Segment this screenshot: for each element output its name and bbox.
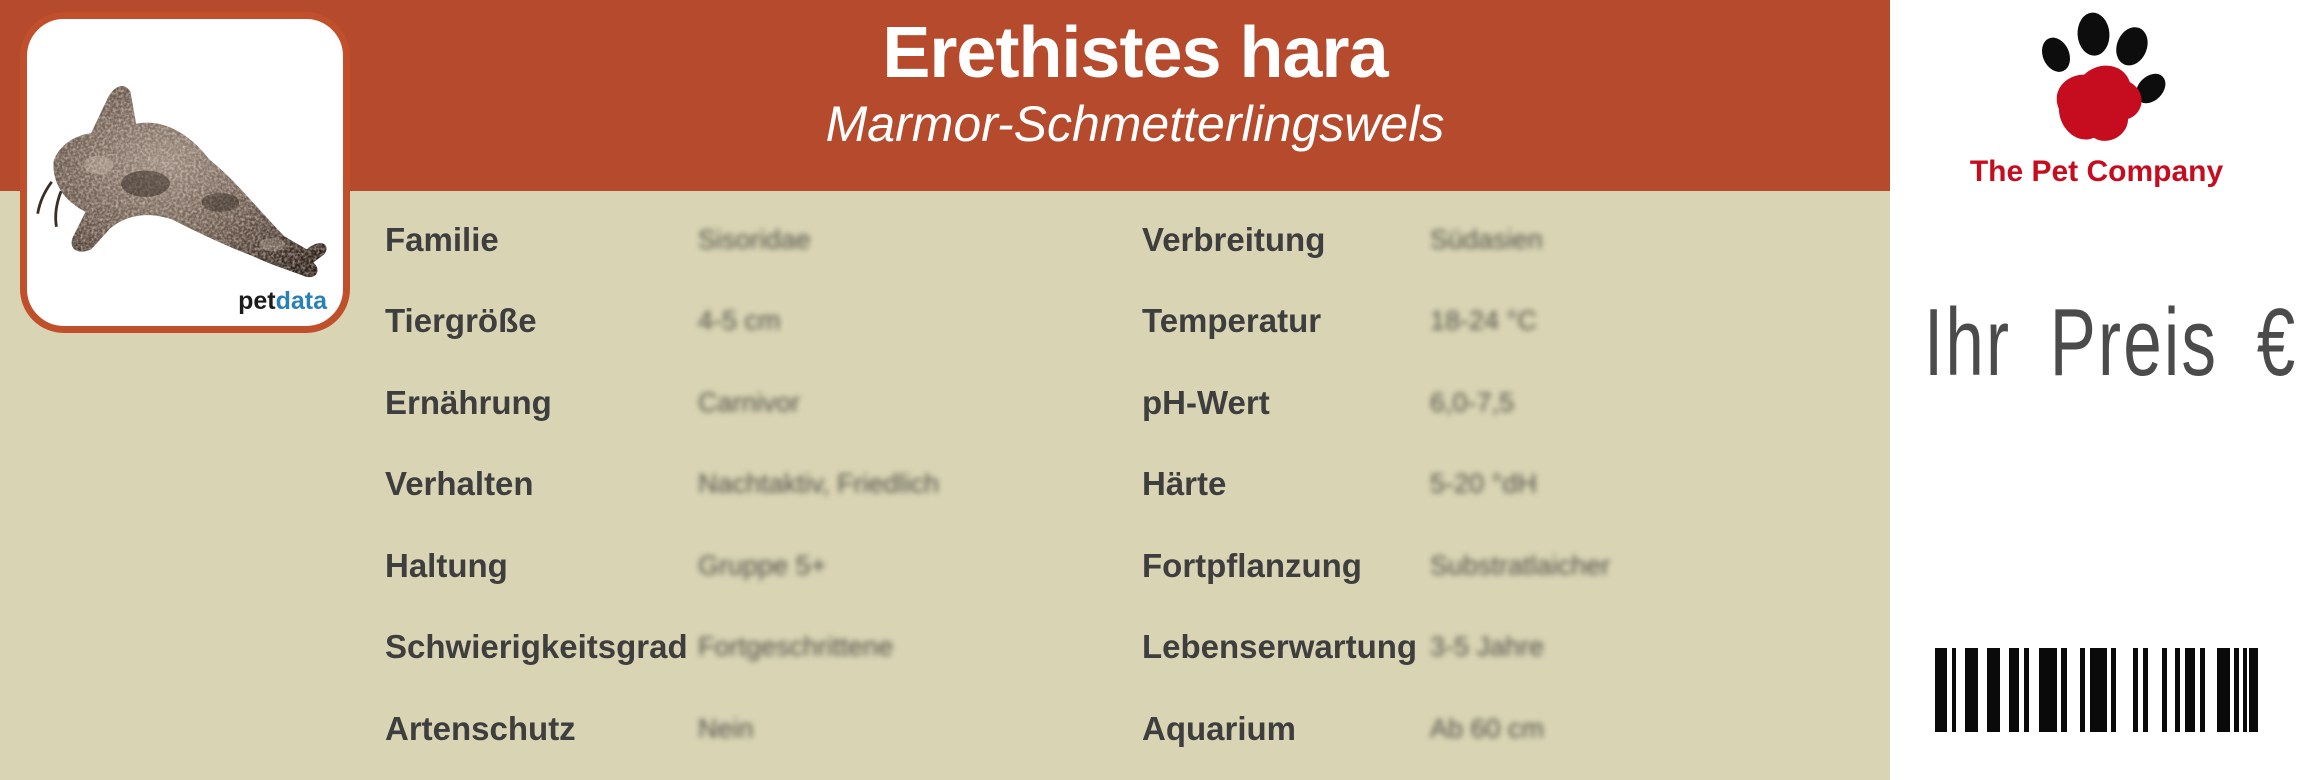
- species-title: Erethistes hara: [882, 13, 1388, 93]
- barcode: [1935, 648, 2258, 732]
- spec-label: Aquarium: [1142, 709, 1297, 747]
- spec-value: 6,0-7,5: [1430, 387, 1515, 418]
- barcode-bar: [2200, 648, 2205, 732]
- photo-card: [20, 12, 350, 333]
- spec-value: Sisoridae: [698, 224, 811, 255]
- price-label: Ihr Preis €: [1924, 289, 2298, 396]
- species-subtitle: Marmor-Schmetterlingswels: [825, 96, 1445, 153]
- spec-row: [1142, 281, 1882, 363]
- spec-value: Nachtaktiv, Friedlich: [698, 468, 940, 499]
- barcode-bar: [1987, 648, 2000, 732]
- barcode-bar: [2217, 648, 2230, 732]
- spec-label: Haltung: [385, 546, 508, 584]
- spec-label: Härte: [1142, 465, 1227, 503]
- spec-label: Artenschutz: [385, 709, 576, 747]
- petdata-logo-data: data: [275, 287, 327, 315]
- spec-row: [1142, 444, 1882, 526]
- barcode-bar: [2249, 648, 2258, 732]
- spec-row: [385, 525, 1130, 607]
- spec-label: Tiergröße: [385, 302, 537, 340]
- barcode-bar: [2162, 648, 2167, 732]
- spec-value: Südasien: [1430, 224, 1543, 255]
- barcode-bar: [1965, 648, 1978, 732]
- spec-label: Temperatur: [1142, 302, 1322, 340]
- petdata-logo-pet: pet: [238, 287, 276, 315]
- barcode-bar: [2080, 648, 2085, 732]
- spec-value: Gruppe 5+: [698, 550, 827, 581]
- barcode-bar: [2090, 648, 2107, 732]
- spec-row: [1142, 607, 1882, 689]
- barcode-bar: [2243, 648, 2247, 732]
- barcode-bar: [2175, 648, 2180, 732]
- spec-label: Verhalten: [385, 465, 534, 503]
- barcode-bar: [2039, 648, 2057, 732]
- spec-label: Verbreitung: [1142, 220, 1326, 258]
- spec-row: [1142, 688, 1882, 770]
- company-name: The Pet Company: [1969, 155, 2224, 188]
- spec-value: Nein: [698, 713, 754, 744]
- spec-column-left: [385, 199, 1130, 770]
- petdata-logo: [238, 287, 327, 316]
- spec-label: Schwierigkeitsgrad: [385, 628, 688, 666]
- barcode-bar: [1952, 648, 1956, 732]
- spec-label: Familie: [385, 220, 499, 258]
- barcode-bar: [2133, 648, 2138, 732]
- spec-label: Lebenserwartung: [1142, 628, 1418, 666]
- spec-value: Ab 60 cm: [1430, 713, 1545, 744]
- spec-value: 3-5 Jahre: [1430, 631, 1545, 662]
- barcode-bar: [1935, 648, 1947, 732]
- spec-row: [385, 362, 1130, 444]
- spec-row: [385, 444, 1130, 526]
- header-text-block: [380, 0, 1890, 191]
- spec-row: [1142, 199, 1882, 281]
- barcode-bar: [2009, 648, 2019, 732]
- barcode-bar: [2024, 648, 2029, 732]
- spec-row: [1142, 362, 1882, 444]
- paw-icon: [2026, 6, 2176, 156]
- spec-value: Carnivor: [698, 387, 801, 418]
- spec-label: Fortpflanzung: [1142, 546, 1362, 584]
- spec-row: [385, 607, 1130, 689]
- spec-value: Substratlaicher: [1430, 550, 1611, 581]
- spec-column-right: [1142, 199, 1882, 770]
- barcode-bar: [2143, 648, 2148, 732]
- spec-value: Fortgeschrittene: [698, 631, 894, 662]
- barcode-bar: [2234, 648, 2239, 732]
- spec-label: Ernährung: [385, 383, 552, 421]
- spec-label: pH-Wert: [1142, 383, 1270, 421]
- barcode-bar: [2185, 648, 2195, 732]
- price-panel: [1890, 0, 2303, 780]
- barcode-bar: [2061, 648, 2067, 732]
- spec-row: [385, 199, 1130, 281]
- spec-row: [1142, 525, 1882, 607]
- spec-row: [385, 688, 1130, 770]
- spec-value: 18-24 °C: [1430, 305, 1537, 336]
- spec-value: 4-5 cm: [698, 305, 781, 336]
- spec-value: 5-20 °dH: [1430, 468, 1537, 499]
- spec-row: [385, 281, 1130, 363]
- barcode-bar: [2111, 648, 2116, 732]
- fish-photo: [33, 59, 333, 299]
